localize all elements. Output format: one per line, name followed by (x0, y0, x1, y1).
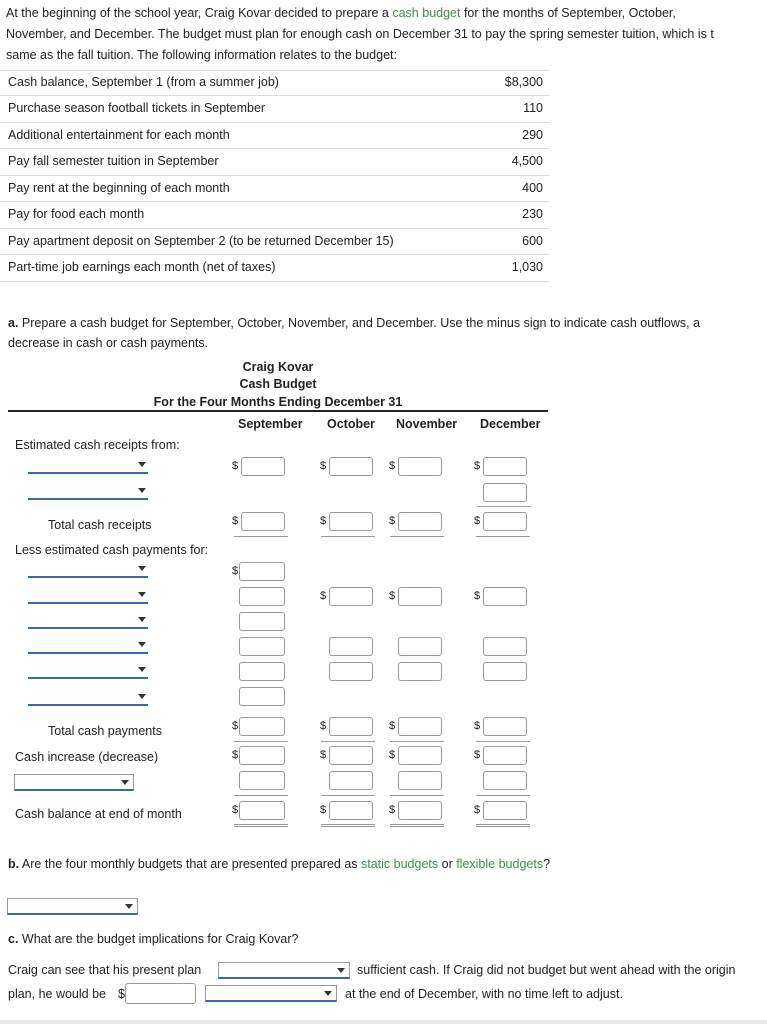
dollar-sign: $ (474, 460, 481, 472)
ending-balance-label: Cash balance at end of month (15, 807, 182, 821)
chevron-down-icon (138, 592, 146, 597)
payments-heading: Less estimated cash payments for: (15, 543, 209, 557)
dollar-sign: $ (118, 987, 125, 1001)
dollar-sign: $ (389, 460, 396, 472)
payment3-nov[interactable] (398, 662, 442, 681)
info-row: Part-time job earnings each month (net of taxes) 1,030 (8, 260, 543, 274)
intro-line-3: same as the fall tuition. The following information relates to the budget: (6, 48, 397, 62)
increase-nov[interactable] (398, 746, 442, 765)
balance-dropdown[interactable] (14, 774, 134, 791)
col-september: September (238, 417, 303, 431)
dollar-sign: $ (320, 720, 327, 732)
chevron-down-icon (138, 462, 146, 467)
dollar-sign: $ (474, 720, 481, 732)
total-payments-oct[interactable] (329, 717, 373, 736)
info-row: Purchase season football tickets in September 110 (8, 101, 543, 115)
beginning-sep[interactable] (239, 771, 285, 790)
sufficiency-dropdown[interactable] (218, 962, 350, 979)
receipt1-dec-input[interactable] (483, 457, 527, 476)
payment-dropdown-5[interactable] (28, 664, 148, 679)
payment-dropdown-3[interactable] (28, 614, 148, 629)
part-a-question: a. Prepare a cash budget for September, October, November, and December. Use the minus sign to indicate cash outflows, a decrease in cash or cash payments. (8, 316, 701, 350)
payment-dropdown-1[interactable] (28, 563, 148, 578)
dollar-sign: $ (474, 749, 481, 761)
increase-oct[interactable] (329, 746, 373, 765)
receipt1-oct-input[interactable] (329, 457, 373, 476)
ending-sep[interactable] (239, 801, 285, 820)
dollar-sign: $ (232, 460, 239, 472)
info-row: Pay apartment deposit on September 2 (to be returned December 15) 600 (8, 234, 543, 248)
dollar-sign: $ (389, 590, 396, 602)
chevron-down-icon (138, 642, 146, 647)
payment1-nov[interactable] (398, 587, 442, 606)
info-row: Pay fall semester tuition in September 4,500 (8, 154, 543, 168)
payment2-nov[interactable] (398, 637, 442, 656)
payment5-sep[interactable] (239, 662, 285, 681)
payment-dropdown-2[interactable] (28, 589, 148, 604)
end-of-december-amount-input[interactable] (125, 983, 196, 1004)
chevron-down-icon (125, 904, 133, 909)
receipt1-sep-input[interactable] (241, 457, 285, 476)
dollar-sign: $ (320, 590, 327, 602)
ending-dec[interactable] (483, 801, 527, 820)
payment1-dec[interactable] (483, 587, 527, 606)
total-receipts-sep[interactable] (241, 512, 285, 531)
cash-increase-label: Cash increase (decrease) (15, 750, 159, 764)
receipt2-dec-input[interactable] (483, 483, 527, 502)
chevron-down-icon (138, 667, 146, 672)
chevron-down-icon (337, 968, 345, 973)
dollar-sign: $ (320, 749, 327, 761)
chevron-down-icon (121, 780, 129, 785)
part-b-question: b. Are the four monthly budgets that are presented prepared as static budgets or flexible budgets? (8, 857, 551, 871)
dollar-sign: $ (232, 515, 239, 527)
dollar-sign: $ (232, 720, 239, 732)
increase-sep[interactable] (239, 746, 285, 765)
dollar-sign: $ (389, 720, 396, 732)
dollar-sign: $ (232, 749, 239, 761)
total-receipts-dec[interactable] (483, 512, 527, 531)
payment4-sep[interactable] (239, 637, 285, 656)
flexible-budgets-link[interactable]: flexible budgets (456, 857, 544, 871)
part-c-sentence-4: at the end of December, with no time left to adjust. (345, 987, 623, 1001)
payment6-sep[interactable] (239, 687, 285, 706)
total-payments-nov[interactable] (398, 717, 442, 736)
dollar-sign: $ (474, 590, 481, 602)
dollar-sign: $ (320, 460, 327, 472)
payment1-sep[interactable] (239, 562, 285, 581)
beginning-dec[interactable] (483, 771, 527, 790)
dollar-sign: $ (474, 804, 481, 816)
dollar-sign: $ (320, 515, 327, 527)
payment1-oct[interactable] (329, 587, 373, 606)
payment-dropdown-4[interactable] (28, 639, 148, 654)
shortfall-dropdown[interactable] (205, 985, 337, 1002)
intro-line-2: November, and December. The budget must plan for enough cash on December 31 to pay the spring semester tuition, which is t (6, 27, 714, 41)
dollar-sign: $ (232, 804, 239, 816)
chevron-down-icon (138, 566, 146, 571)
payment2-oct[interactable] (329, 637, 373, 656)
intro-paragraph (6, 3, 767, 66)
budget-name: Craig Kovar (242, 360, 314, 374)
total-payments-sep[interactable] (239, 717, 285, 736)
info-row: Pay rent at the beginning of each month 400 (8, 181, 543, 195)
total-payments-dec[interactable] (483, 717, 527, 736)
beginning-nov[interactable] (398, 771, 442, 790)
dollar-sign: $ (320, 804, 327, 816)
payment-dropdown-6[interactable] (28, 691, 148, 706)
beginning-oct[interactable] (329, 771, 373, 790)
col-november: November (396, 417, 458, 431)
part-c-question: c. What are the budget implications for Craig Kovar? (8, 932, 299, 946)
chevron-down-icon (324, 991, 332, 996)
receipt1-nov-input[interactable] (398, 457, 442, 476)
total-receipts-nov[interactable] (398, 512, 442, 531)
ending-oct[interactable] (329, 801, 373, 820)
payment2-dec[interactable] (483, 637, 527, 656)
receipt-dropdown-1[interactable] (28, 459, 148, 474)
chevron-down-icon (138, 617, 146, 622)
part-c-sentence-2: sufficient cash. If Craig did not budget but went ahead with the origin (357, 963, 736, 977)
receipts-heading: Estimated cash receipts from: (15, 438, 180, 452)
col-october: October (327, 417, 375, 431)
info-row: Pay for food each month 230 (8, 207, 543, 221)
part-c-sentence-1: Craig can see that his present plan (8, 963, 202, 977)
col-december: December (480, 417, 541, 431)
payment3-dec[interactable] (483, 662, 527, 681)
dollar-sign: $ (232, 565, 239, 577)
total-payments-label: Total cash payments (48, 724, 162, 738)
receipt-dropdown-2[interactable] (28, 485, 148, 500)
info-row: Cash balance, September 1 (from a summer job) $8,300 (8, 75, 543, 89)
dollar-sign: $ (389, 515, 396, 527)
budget-subtitle: Cash Budget (239, 377, 317, 391)
total-receipts-label: Total cash receipts (48, 518, 152, 532)
intro-line-1: At the beginning of the school year, Craig Kovar decided to prepare a cash budget for the months of September, October, (6, 6, 676, 20)
chevron-down-icon (138, 488, 146, 493)
budget-type-dropdown[interactable] (7, 898, 138, 915)
payment2-sep[interactable] (239, 587, 285, 606)
budget-period: For the Four Months Ending December 31 (153, 395, 403, 409)
dollar-sign: $ (389, 804, 396, 816)
dollar-sign: $ (474, 515, 481, 527)
ending-nov[interactable] (398, 801, 442, 820)
increase-dec[interactable] (483, 746, 527, 765)
cash-budget-link[interactable]: cash budget (392, 6, 461, 20)
dollar-sign: $ (389, 749, 396, 761)
page-footer-bar (0, 1020, 767, 1024)
payment3-oct[interactable] (329, 662, 373, 681)
static-budgets-link[interactable]: static budgets (361, 857, 439, 871)
chevron-down-icon (138, 694, 146, 699)
info-row: Additional entertainment for each month 290 (8, 128, 543, 142)
total-receipts-oct[interactable] (329, 512, 373, 531)
part-c-sentence-3: plan, he would be (8, 987, 106, 1001)
payment3-sep[interactable] (239, 612, 285, 631)
